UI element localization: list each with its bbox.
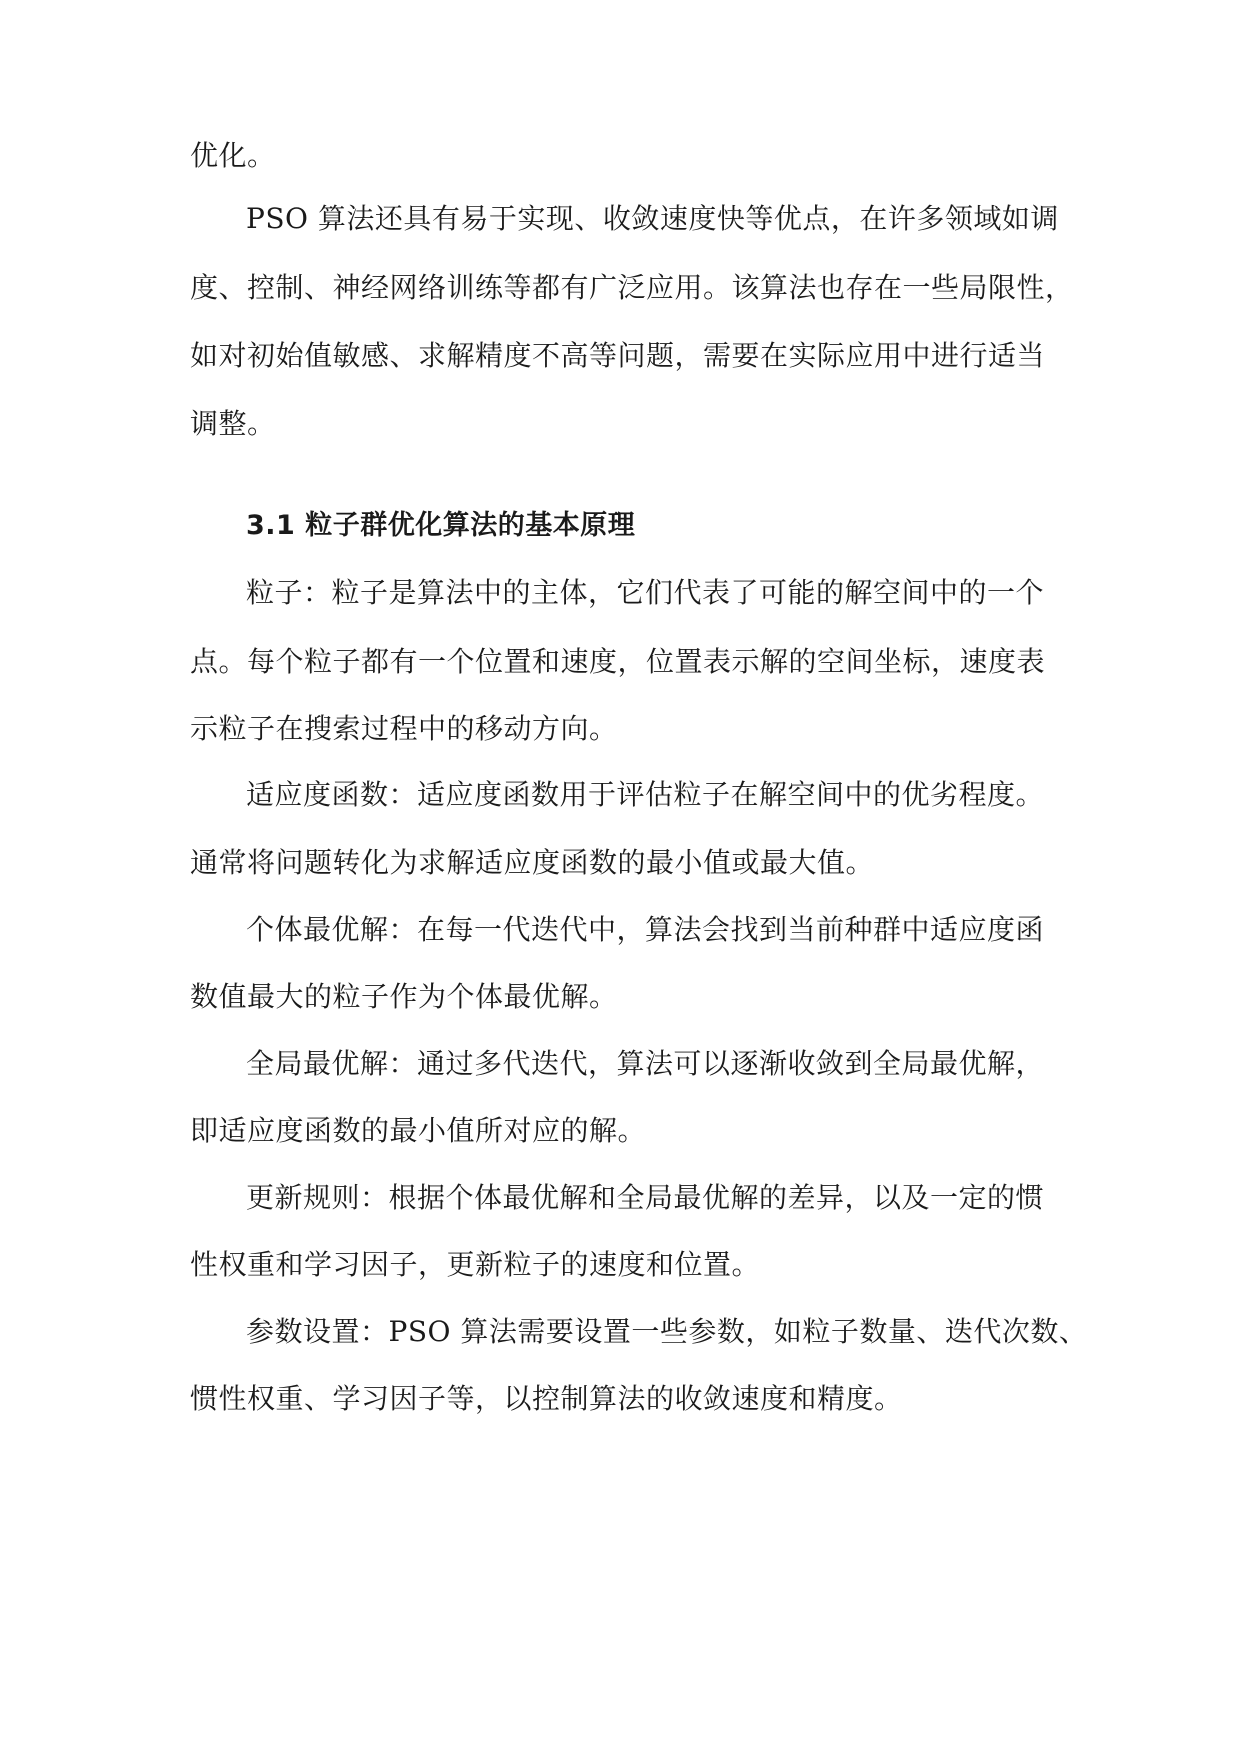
paragraph-line: PSO 算法还具有易于实现、收敛速度快等优点，在许多领域如调: [246, 202, 1059, 235]
paragraph-line: 如对初始值敏感、求解精度不高等问题，需要在实际应用中进行适当: [190, 339, 1046, 372]
paragraph-line: 调整。: [190, 407, 276, 440]
section-heading: 3.1 粒子群优化算法的基本原理: [246, 510, 636, 541]
paragraph-line: 全局最优解：通过多代迭代，算法可以逐渐收敛到全局最优解，: [246, 1047, 1045, 1080]
paragraph-line: 示粒子在搜索过程中的移动方向。: [190, 712, 618, 745]
paragraph-line: 优化。: [190, 139, 276, 172]
paragraph-line: 性权重和学习因子，更新粒子的速度和位置。: [190, 1248, 761, 1281]
paragraph-line: 更新规则：根据个体最优解和全局最优解的差异，以及一定的惯: [246, 1181, 1045, 1214]
paragraph-line: 数值最大的粒子作为个体最优解。: [190, 980, 618, 1013]
paragraph-line: 粒子：粒子是算法中的主体，它们代表了可能的解空间中的一个: [246, 576, 1045, 609]
paragraph-line: 适应度函数：适应度函数用于评估粒子在解空间中的优劣程度。: [246, 778, 1045, 811]
paragraph-line: 惯性权重、学习因子等，以控制算法的收敛速度和精度。: [190, 1382, 903, 1415]
paragraph-line: 参数设置：PSO 算法需要设置一些参数，如粒子数量、迭代次数、: [246, 1315, 1088, 1348]
paragraph-line: 个体最优解：在每一代迭代中，算法会找到当前种群中适应度函: [246, 913, 1045, 946]
paragraph-line: 度、控制、神经网络训练等都有广泛应用。该算法也存在一些局限性，: [190, 271, 1074, 304]
paragraph-line: 通常将问题转化为求解适应度函数的最小值或最大值。: [190, 846, 875, 879]
paragraph-line: 即适应度函数的最小值所对应的解。: [190, 1114, 647, 1147]
paragraph-line: 点。每个粒子都有一个位置和速度，位置表示解的空间坐标，速度表: [190, 645, 1046, 678]
